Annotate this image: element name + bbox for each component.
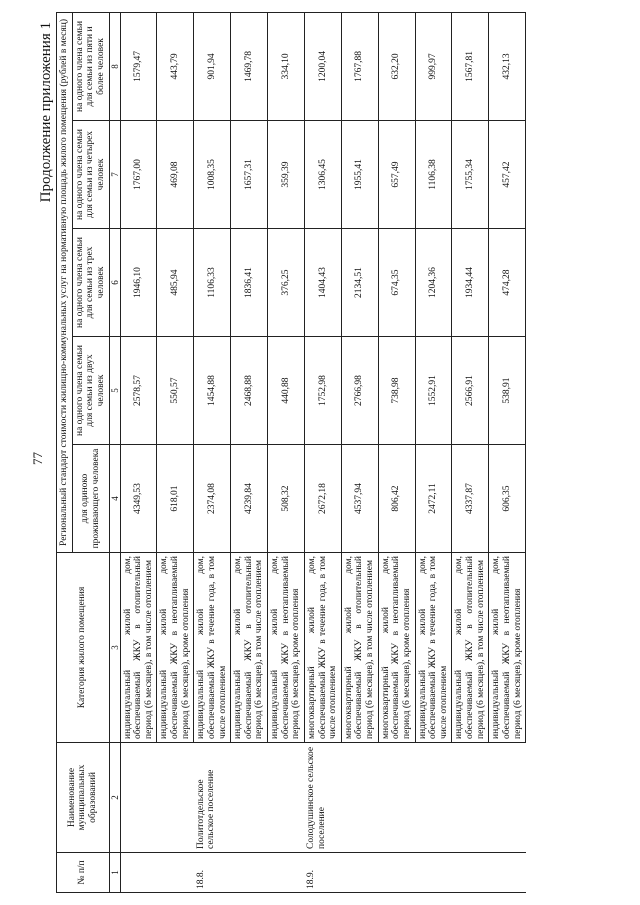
value-cell: 674,35 (378, 229, 415, 337)
index-row (109, 12, 120, 892)
category-text: индивидуальный жилой дом, обеспечиваемый ЖКУ в неотапливаемый период (6 месяцев), кроме отопления (157, 553, 194, 743)
value-cell: 538,91 (489, 337, 526, 445)
value-cell: 1204,36 (415, 229, 452, 337)
value-cell: 1767,00 (120, 121, 157, 229)
value-cell: 1106,33 (194, 229, 231, 337)
index-cell: 4 (109, 445, 120, 553)
value-cell: 1567,81 (452, 12, 489, 120)
value-cell: 2374,08 (194, 445, 231, 553)
continuation-title: Продолжение приложения 1 (38, 22, 54, 203)
municipality-name (341, 743, 378, 853)
table-row (120, 12, 157, 892)
category-text: многоквартирный жилой дом, обеспечиваемый ЖКУ в отопительный период (6 месяцев), в том числе отоплением (341, 553, 378, 743)
row-number (268, 853, 305, 893)
index-cell: 3 (109, 553, 120, 743)
municipality-name (231, 743, 268, 853)
value-cell: 2578,57 (120, 337, 157, 445)
table-row (341, 12, 378, 892)
value-cell: 2566,91 (452, 337, 489, 445)
row-number (452, 853, 489, 893)
index-cell: 7 (109, 121, 120, 229)
header-c7: на одного члена семьи для семьи из четырех человек (72, 121, 109, 229)
index-cell: 1 (109, 853, 120, 893)
value-cell: 1946,10 (120, 229, 157, 337)
row-number (157, 853, 194, 893)
header-group: Региональный стандарт стоимости жилищно-коммунальных услуг на нормативную площадь жилого помещения (рублей в месяц) (57, 12, 73, 552)
header-c6: на одного члена семьи для семьи из трех человек (72, 229, 109, 337)
value-cell: 1454,88 (194, 337, 231, 445)
category-text: индивидуальный жилой дом, обеспечиваемый ЖКУ в отопительный период (6 месяцев), в том числе отоплением (231, 553, 268, 743)
value-cell: 1200,04 (304, 12, 341, 120)
category-text: многоквартирный жилой дом, обеспечиваемый ЖКУ в течение года, в том числе отоплением (304, 553, 341, 743)
value-cell: 485,94 (157, 229, 194, 337)
index-cell: 2 (109, 743, 120, 853)
table-body (120, 12, 526, 892)
value-cell: 469,08 (157, 121, 194, 229)
table-row (231, 12, 268, 892)
table-row (452, 12, 489, 892)
value-cell: 1552,91 (415, 337, 452, 445)
municipality-name (157, 743, 194, 853)
value-cell: 2134,51 (341, 229, 378, 337)
table-row (157, 12, 194, 892)
header-c8: на одного члена семьи для семьи из пяти и более человек (72, 12, 109, 120)
index-cell: 6 (109, 229, 120, 337)
row-number: 18.9. (304, 853, 341, 893)
row-number (120, 853, 157, 893)
table-row (194, 12, 231, 892)
value-cell: 1306,45 (304, 121, 341, 229)
category-text: индивидуальный жилой дом, обеспечиваемый ЖКУ в течение года, в том числе отоплением (415, 553, 452, 743)
municipality-name: Политотдельское сельское поселение (194, 743, 231, 853)
category-text: индивидуальный жилой дом, обеспечиваемый ЖКУ в отопительный период (6 месяцев), в том числе отоплением (452, 553, 489, 743)
value-cell: 443,79 (157, 12, 194, 120)
value-cell: 2672,18 (304, 445, 341, 553)
value-cell: 1404,43 (304, 229, 341, 337)
value-cell: 2468,88 (231, 337, 268, 445)
value-cell: 657,49 (378, 121, 415, 229)
municipality-name (489, 743, 526, 853)
municipality-name: Солодушинское сельское поселение (304, 743, 341, 853)
value-cell: 1767,88 (341, 12, 378, 120)
municipality-name (268, 743, 305, 853)
value-cell: 2766,98 (341, 337, 378, 445)
category-text: индивидуальный жилой дом, обеспечиваемый ЖКУ в неотапливаемый период (6 месяцев), кроме отопления (268, 553, 305, 743)
table-row (489, 12, 526, 892)
value-cell: 606,35 (489, 445, 526, 553)
value-cell: 1579,47 (120, 12, 157, 120)
row-number (378, 853, 415, 893)
value-cell: 457,42 (489, 121, 526, 229)
value-cell: 632,20 (378, 12, 415, 120)
value-cell: 1657,31 (231, 121, 268, 229)
index-cell: 8 (109, 12, 120, 120)
value-cell: 1934,44 (452, 229, 489, 337)
value-cell: 4239,84 (231, 445, 268, 553)
table-row (304, 12, 341, 892)
index-cell: 5 (109, 337, 120, 445)
table-row (415, 12, 452, 892)
category-text: индивидуальный жилой дом, обеспечиваемый ЖКУ в течение года, в том числе отоплением (194, 553, 231, 743)
value-cell: 806,42 (378, 445, 415, 553)
table-row (378, 12, 415, 892)
value-cell: 1755,34 (452, 121, 489, 229)
value-cell: 440,88 (268, 337, 305, 445)
row-number: 18.8. (194, 853, 231, 893)
tariff-table (56, 12, 526, 893)
value-cell: 376,25 (268, 229, 305, 337)
value-cell: 334,10 (268, 12, 305, 120)
header-municipality: Наименование муниципальных образований (57, 743, 110, 853)
value-cell: 2472,11 (415, 445, 452, 553)
value-cell: 901,94 (194, 12, 231, 120)
table-row (268, 12, 305, 892)
value-cell: 1836,41 (231, 229, 268, 337)
header-category: Категория жилого помещения (57, 553, 110, 743)
value-cell: 508,32 (268, 445, 305, 553)
value-cell: 432,13 (489, 12, 526, 120)
header-num: № п/п (57, 853, 110, 893)
municipality-name (415, 743, 452, 853)
category-text: многоквартирный жилой дом, обеспечиваемый ЖКУ в неотапливаемый период (6 месяцев), кроме отопления (378, 553, 415, 743)
header-c4: для одиноко проживающего человека (72, 445, 109, 553)
row-number (341, 853, 378, 893)
value-cell: 999,97 (415, 12, 452, 120)
value-cell: 474,28 (489, 229, 526, 337)
value-cell: 1469,78 (231, 12, 268, 120)
page-number: 77 (30, 452, 45, 465)
value-cell: 1955,41 (341, 121, 378, 229)
value-cell: 4349,53 (120, 445, 157, 553)
municipality-name (452, 743, 489, 853)
category-text: индивидуальный жилой дом, обеспечиваемый ЖКУ в отопительный период (6 месяцев), в том числе отоплением (120, 553, 157, 743)
row-number (489, 853, 526, 893)
header-c5: на одного члена семьи для семьи из двух человек (72, 337, 109, 445)
value-cell: 550,57 (157, 337, 194, 445)
value-cell: 1008,35 (194, 121, 231, 229)
municipality-name (378, 743, 415, 853)
category-text: индивидуальный жилой дом, обеспечиваемый ЖКУ в неотапливаемый период (6 месяцев), кроме отопления (489, 553, 526, 743)
row-number (415, 853, 452, 893)
value-cell: 4537,94 (341, 445, 378, 553)
value-cell: 618,01 (157, 445, 194, 553)
value-cell: 738,98 (378, 337, 415, 445)
row-number (231, 853, 268, 893)
value-cell: 1106,38 (415, 121, 452, 229)
municipality-name (120, 743, 157, 853)
value-cell: 1752,98 (304, 337, 341, 445)
value-cell: 359,39 (268, 121, 305, 229)
value-cell: 4337,87 (452, 445, 489, 553)
